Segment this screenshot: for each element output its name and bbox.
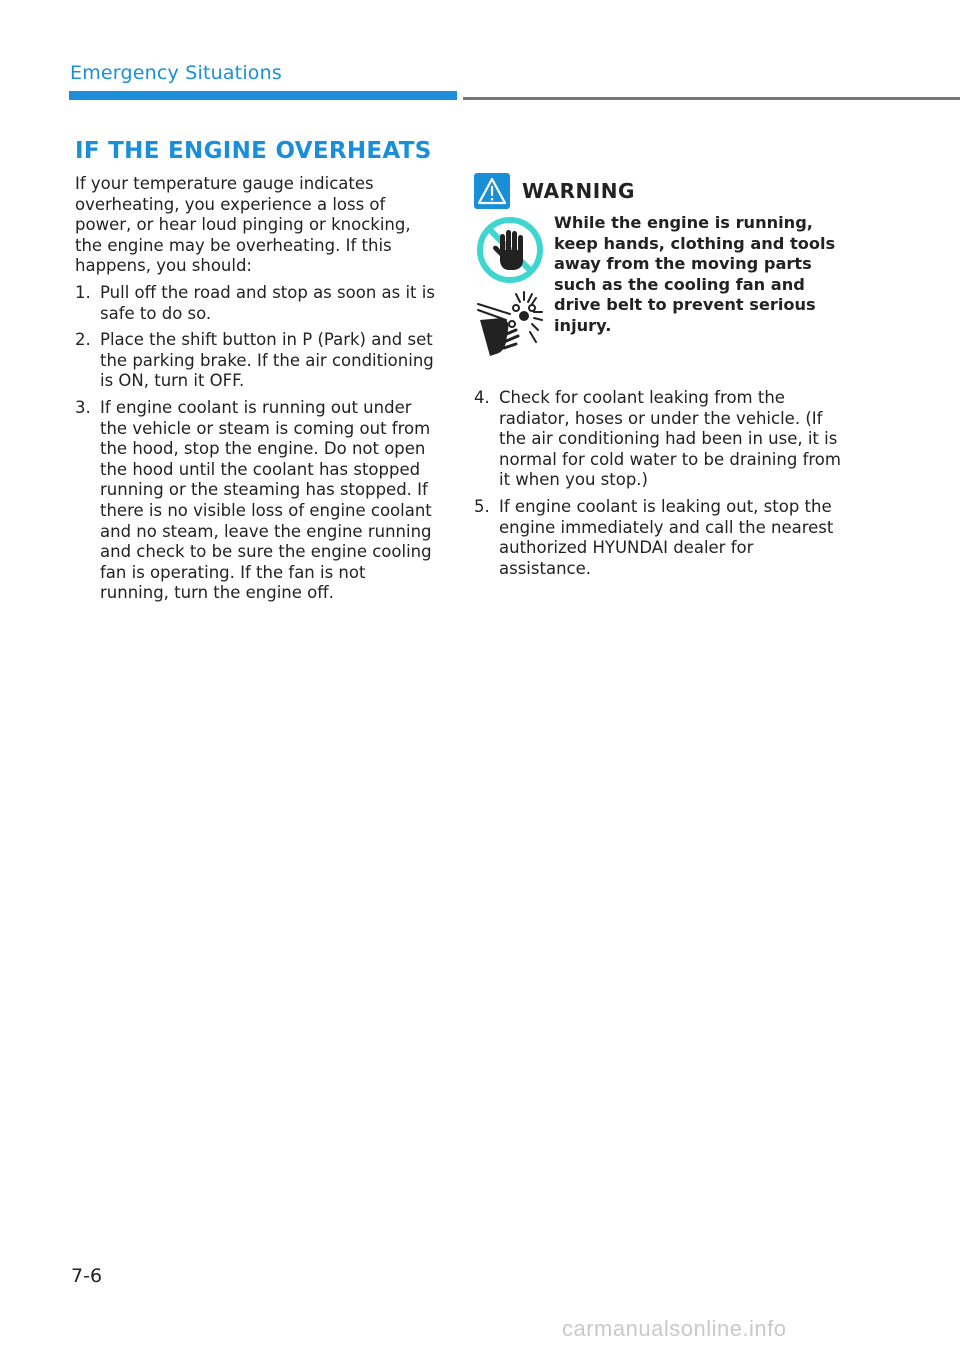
warning-header — [474, 172, 635, 210]
step-text: If engine coolant is leaking out, stop the engine immediately and call the nearest authorized HYUNDAI dealer for assistance. — [499, 496, 834, 578]
watermark: carmanualsonline.info — [562, 1316, 787, 1341]
header-rule-blue — [69, 91, 457, 100]
step-number: 4. — [474, 388, 490, 407]
step-number: 5. — [474, 496, 490, 516]
list-item — [474, 388, 844, 491]
warning-text: While the engine is running, keep hands, clothing and tools away from the moving parts such as the cooling fan and drive belt to prevent serious injury. — [554, 213, 836, 335]
step-text: Pull off the road and stop as soon as it is safe to do so. — [100, 282, 435, 323]
left-column — [75, 174, 437, 610]
step-text: Check for coolant leaking from the radiator, hoses or under the vehicle. (If the air conditioning had been in use, it is normal for cold water to be draining from it when you stop.) — [499, 388, 841, 490]
page-title: IF THE ENGINE OVERHEATS — [75, 138, 432, 164]
step-text: Place the shift button in P (Park) and set the parking brake. If the air conditioning is ON, turn it OFF. — [100, 330, 434, 391]
list-item — [474, 497, 844, 579]
intro-paragraph: If your temperature gauge indicates overheating, you experience a loss of power, or hear loud pinging or knocking, the engine may be overheating. If this happens, you should: — [75, 174, 411, 276]
list-item — [75, 283, 437, 324]
step-text: If engine coolant is running out under the vehicle or steam is coming out from the hood, stop the engine. Do not open the hood until the coolant has stopped running or the steaming has stopped. If there is no visible loss of engine coolant and no steam, leave the engine running and check to be sure the engine cooling fan is operating. If the fan is not running, turn the engine off. — [100, 397, 432, 603]
list-item — [75, 398, 437, 604]
warning-label: WARNING — [522, 179, 635, 203]
fan-hand-hazard-icon — [476, 290, 546, 360]
step-number: 3. — [75, 397, 91, 417]
steps-list-right — [474, 388, 844, 579]
no-hand-icon — [476, 216, 544, 284]
warning-triangle-icon — [474, 173, 510, 209]
page-number: 7-6 — [71, 1265, 103, 1287]
list-item — [75, 330, 437, 392]
steps-list-left — [75, 283, 437, 604]
header-rule-gray — [463, 97, 960, 100]
step-number: 1. — [75, 282, 91, 302]
step-number: 2. — [75, 330, 91, 350]
right-column — [474, 388, 844, 585]
section-label: Emergency Situations — [70, 62, 282, 84]
